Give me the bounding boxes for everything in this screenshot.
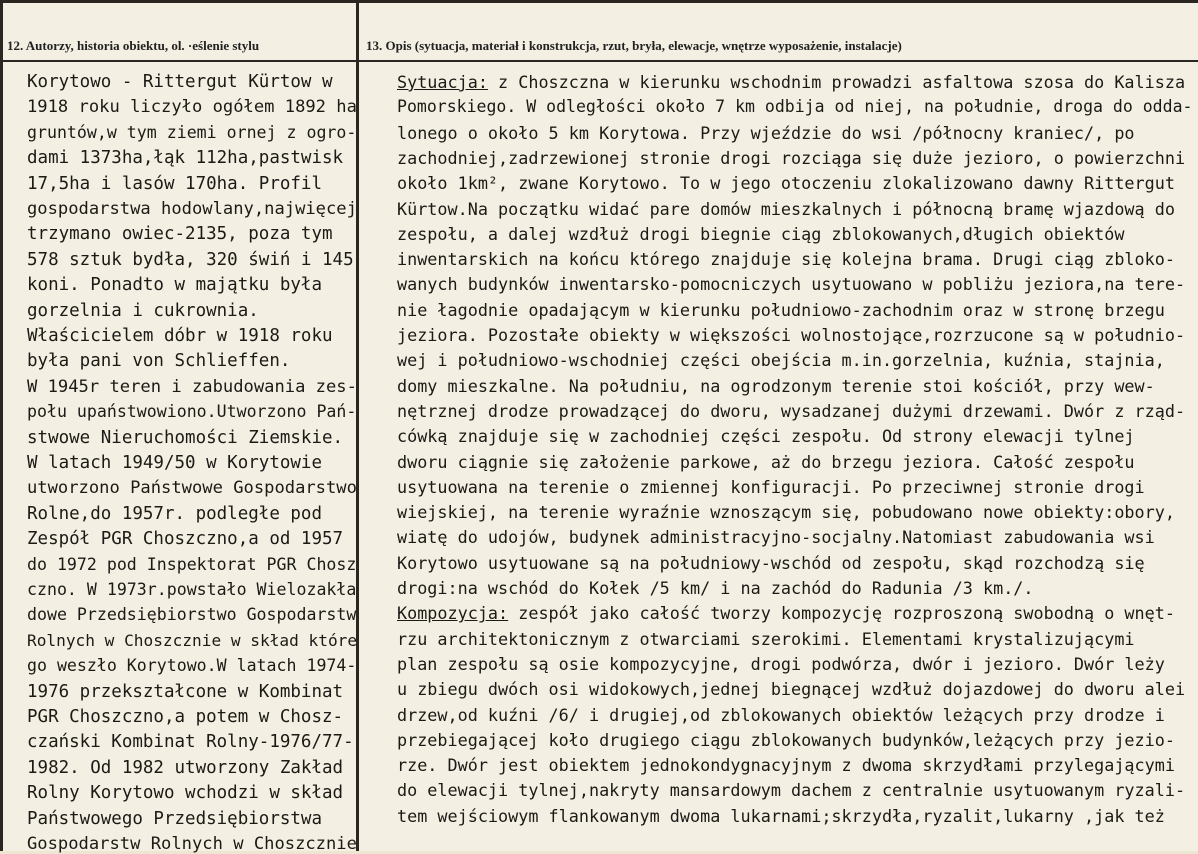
description-text-line xyxy=(397,148,1185,168)
description-text: wej i południowo-wschodniej części obejścia m.in.gorzelnia, kuźnia, stajnia, xyxy=(397,350,1165,371)
left-border xyxy=(0,0,3,851)
description-text: zachodniej,zadrzewionej stronie drogi rozciąga się duże jezioro, o powierzchni xyxy=(397,147,1186,168)
history-text-line: Rolnych w Choszcznie w skład które xyxy=(27,630,358,650)
description-text-line xyxy=(397,527,1155,547)
description-text-line xyxy=(397,376,1155,396)
description-text: nie łagodnie opadającym w kierunku południowo-zachodnim oraz w stronę brzegu xyxy=(397,299,1165,320)
description-text: drogi:na wschód do Kołek /5 km/ i na zachód do Radunia /3 km./. xyxy=(397,578,1034,598)
description-text: dworu ciągnie się założenie parkowe, aż do brzegu jeziora. Całość zespołu xyxy=(397,451,1135,472)
section-heading: Kompozycja: xyxy=(397,603,509,624)
description-text-line xyxy=(397,224,1124,244)
description-text: przebiegającej koło drugiego ciągu zblokowanych budynków,leżących przy jezio- xyxy=(397,729,1175,750)
description-text-line xyxy=(397,705,1165,725)
history-text-line: czno. W 1973r.powstało Wielozakła xyxy=(27,580,357,599)
history-text-line: W latach 1949/50 w Korytowie xyxy=(27,453,323,473)
right-column-header: 13. Opis (sytuacja, materiał i konstrukcja, rzut, bryła, elewacje, wnętrze wyposażenie, instalacje) xyxy=(366,38,902,53)
history-text-line: Państwowego Przedsiębiorstwa xyxy=(27,808,323,829)
history-text-line: czański Kombinat Rolny-1976/77- xyxy=(27,732,354,753)
description-text-line xyxy=(397,780,1185,800)
history-text-line: gruntów,w tym ziemi ornej z ogro- xyxy=(27,122,357,142)
description-text-line xyxy=(397,426,1135,446)
description-text: zespołu, a dalej wzdłuż drogi biegnie ciąg zblokowanych,długich obiektów xyxy=(397,223,1125,244)
history-text-line: Gospodarstw Rolnych w Choszcznie xyxy=(27,834,357,854)
description-text: domy mieszkalne. Na południu, na ogrodzonym terenie stoi kościół, przy wew- xyxy=(397,375,1155,396)
history-text-line: go weszło Korytowo.W latach 1974- xyxy=(27,656,357,676)
history-text-line: dami 1373ha,łąk 112ha,pastwisk xyxy=(27,148,344,169)
history-text-line: dowe Przedsiębiorstwo Gospodarstw xyxy=(27,605,357,625)
description-text: plan zespołu są osie kompozycyjne, drogi podwórza, dwór i jezioro. Dwór leży xyxy=(397,653,1165,674)
description-text: u zbiegu dwóch osi widokowych,jednej biegnącej wzdłuż dojazdowej do dworu alei xyxy=(397,679,1186,700)
history-text-line: do 1972 pod Inspektorat PGR Chosz xyxy=(27,554,357,574)
description-text-line xyxy=(397,350,1165,370)
description-text: wanych budynków inwentarsko-pomocniczych usytuowano w pobliżu jeziora,na tere- xyxy=(397,274,1186,295)
description-text: tem wejściowym flankowanym dwoma lukarnami;skrzydła,ryzalit,lukarny ,jak też xyxy=(397,805,1165,826)
history-text-line: trzymano owiec-2135, poza tym xyxy=(27,224,333,245)
section-heading: Sytuacja: xyxy=(397,72,488,92)
description-text-line xyxy=(397,730,1175,750)
history-text-line: utworzono Państwowe Gospodarstwo xyxy=(27,478,357,499)
top-border xyxy=(0,0,1198,3)
history-text-line: 1976 przekształcone w Kombinat xyxy=(27,681,344,702)
history-text-line: Właścicielem dóbr w 1918 roku xyxy=(27,326,333,346)
description-text: Pomorskiego. W odległości około 7 km odbija od niej, na południe, droga do odda- xyxy=(397,97,1193,117)
description-text-line xyxy=(397,629,1135,649)
description-text-line xyxy=(397,325,1185,345)
description-text: nętrznej drodze prowadzącej do dworu, wysadzanej dużymi drzewami. Dwór z rząd- xyxy=(397,400,1186,421)
history-text-line: stwowe Nieruchomości Ziemskie. xyxy=(27,427,344,448)
description-text-line xyxy=(397,477,1145,497)
history-text-line: W 1945r teren i zabudowania zes- xyxy=(27,376,357,397)
history-text-line: koni. Ponadto w majątku była xyxy=(27,275,323,296)
history-text-line: 17,5ha i lasów 170ha. Profil xyxy=(27,173,323,194)
history-text-line: 578 sztuk bydła, 320 świń i 145 xyxy=(27,249,354,270)
description-text-line xyxy=(397,654,1165,674)
history-text-line: Korytowo - Rittergut Kürtow w xyxy=(27,72,333,92)
description-text: cówką znajduje się w zachodniej części zespołu. Od strony elewacji tylnej xyxy=(397,426,1135,447)
header-rule xyxy=(0,60,1198,62)
description-text-line xyxy=(397,300,1165,320)
description-text: Korytowo usytuowane są na południowy-wschód od zespołu, skąd rozchodzą się xyxy=(397,552,1145,573)
description-text: wiejskiej, na terenie wyraźnie wznoszącym się, pobudowano nowe obiekty:obory, xyxy=(397,502,1175,523)
description-text-line xyxy=(397,603,1175,623)
description-text-line xyxy=(397,401,1185,421)
description-text-line xyxy=(397,755,1175,775)
description-text-line xyxy=(397,502,1175,522)
description-text: usytuowana na terenie o zmiennej konfiguracji. Po przeciwnej stronie drogi xyxy=(397,476,1145,497)
description-text: lonego o około 5 km Korytowa. Przy wjeździe do wsi /północny kraniec/, po xyxy=(397,122,1135,143)
description-text-line xyxy=(397,173,1175,193)
history-text-line: Zespół PGR Choszczno,a od 1957 xyxy=(27,529,344,550)
description-text-line xyxy=(397,249,1175,269)
history-text-line: 1918 roku liczyło ogółem 1892 ha xyxy=(27,97,357,118)
description-text: zespół jako całość tworzy kompozycję rozproszoną swobodną o wnęt- xyxy=(508,603,1175,624)
history-text-line: gorzelnia i cukrownia. xyxy=(27,300,259,321)
description-text-line xyxy=(397,452,1135,472)
history-text-line: 1982. Od 1982 utworzony Zakład xyxy=(27,757,344,778)
description-text: z Choszczna w kierunku wschodnim prowadzi asfaltowa szosa do Kalisza xyxy=(487,72,1186,92)
description-text: około 1km², zwane Korytowo. To w jego otoczeniu zlokalizowano dawny Rittergut xyxy=(397,173,1175,194)
description-text-line xyxy=(397,274,1185,294)
description-text: jeziora. Pozostałe obiekty w większości wolnostojące,rozrzucone są w południo- xyxy=(397,325,1186,345)
description-text-line xyxy=(397,806,1165,826)
history-text-line: gospodarstwa hodowlany,najwięcej xyxy=(27,199,357,219)
description-text: inwentarskich na końcu którego znajduje się kolejna brama. Drugi ciąg zbloko- xyxy=(397,249,1175,270)
description-text-line xyxy=(397,199,1175,219)
history-text-line: Rolne,do 1957r. podległe pod xyxy=(27,503,323,524)
description-text: rze. Dwór jest obiektem jednokondygnacyjnym z dwoma skrzydłami przylegającymi xyxy=(397,755,1175,776)
left-column-header: 12. Autorzy, historia obiektu, ol. ·eślenie stylu xyxy=(7,38,260,53)
description-text-line xyxy=(397,553,1145,573)
history-text-line: Rolny Korytowo wchodzi w skład xyxy=(27,783,344,804)
description-text: wiatę do udojów, budynek administracyjno-socjalny.Natomiast zabudowania wsi xyxy=(397,527,1155,548)
history-text-line: połu upaństwowiono.Utworzono Pań- xyxy=(27,402,357,422)
description-text: Kürtow.Na początku widać pare domów mieszkalnych i północną bramę wjazdową do xyxy=(397,198,1175,219)
description-text-line xyxy=(397,123,1135,143)
description-text-line xyxy=(397,97,1192,117)
description-text-line xyxy=(397,679,1185,699)
description-text: drzew,od kuźni /6/ i drugiej,od zblokowanych obiektów leżących przy drodze i xyxy=(397,704,1165,725)
column-divider xyxy=(356,0,359,851)
description-text: do elewacji tylnej,nakryty mansardowym dachem z centralnie usytuowanym ryzali- xyxy=(397,780,1186,801)
description-text: rzu architektonicznym z otwarciami szerokimi. Elementami krystalizującymi xyxy=(397,628,1135,649)
description-text-line xyxy=(397,578,1034,598)
history-text-line: PGR Choszczno,a potem w Chosz- xyxy=(27,707,344,727)
history-text-line: była pani von Schlieffen. xyxy=(27,351,291,372)
description-text-line xyxy=(397,72,1185,92)
